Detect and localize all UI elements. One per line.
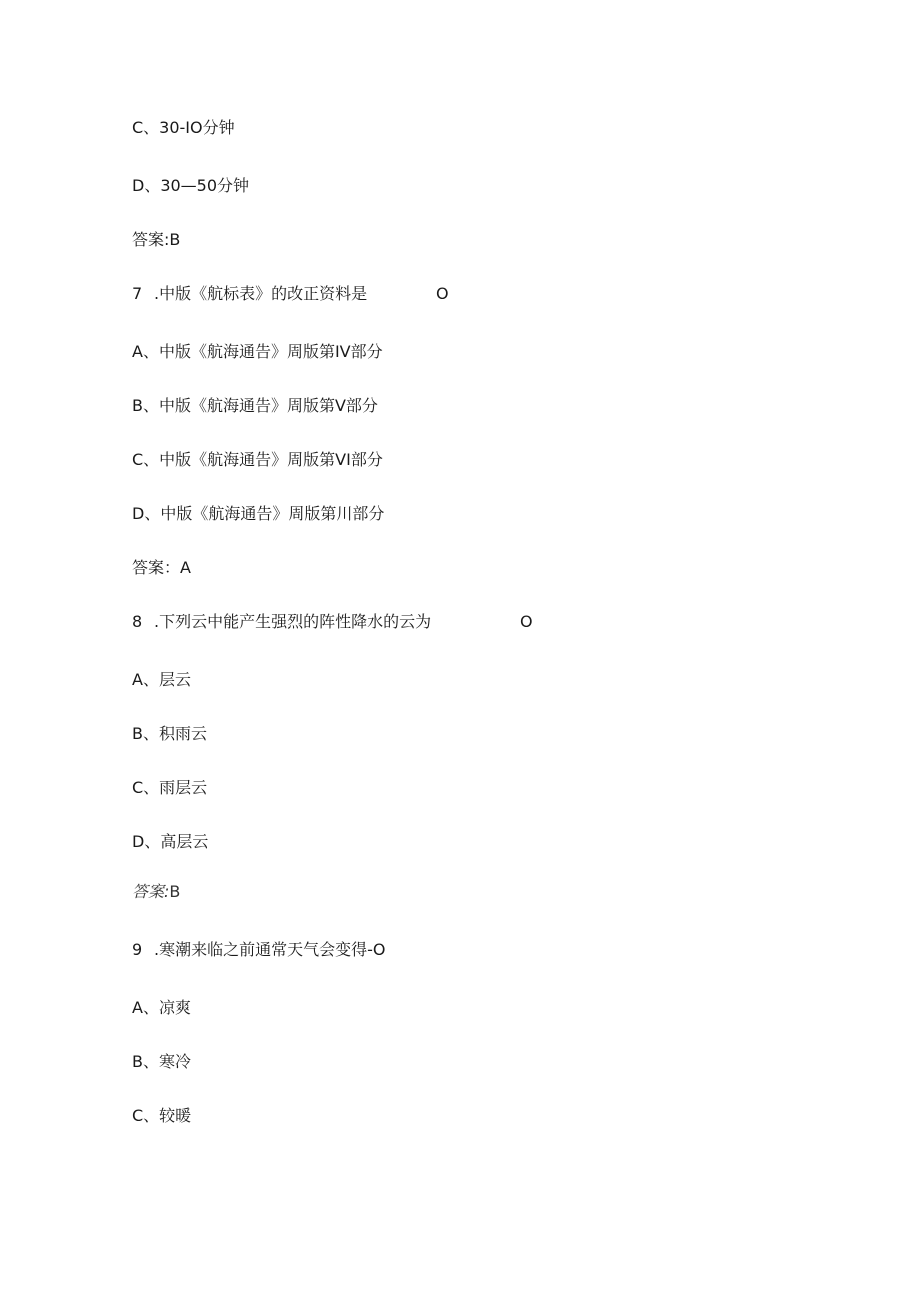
- q7-stem: [132, 284, 367, 304]
- q6-answer: 答案:B: [132, 230, 181, 249]
- q8-option-c: C、雨层云: [132, 778, 208, 797]
- q6-option-d: D、30—50分钟: [132, 176, 250, 195]
- q7-stem-text: .中版《航标表》的改正资料是: [154, 284, 368, 303]
- q8-answer: [132, 882, 180, 902]
- q8-blank-marker: O: [520, 612, 533, 631]
- q8-option-b: B、积雨云: [132, 724, 207, 743]
- q7-option-b: B、中版《航海通告》周版第V部分: [132, 396, 378, 415]
- q7-blank-marker: O: [436, 284, 449, 303]
- q9-option-a: A、凉爽: [132, 998, 191, 1017]
- q8-answer-label: 答案:: [132, 882, 170, 901]
- q7-answer: 答案：A: [132, 558, 191, 577]
- q8-option-d: D、高层云: [132, 832, 209, 851]
- q6-option-c: C、30-IO分钟: [132, 118, 235, 137]
- q7-number: 7: [132, 284, 143, 303]
- q8-answer-letter: B: [169, 882, 181, 901]
- q9-option-b: B、寒冷: [132, 1052, 191, 1071]
- q7-option-a: A、中版《航海通告》周版第IV部分: [132, 342, 383, 361]
- q8-option-a: A、层云: [132, 670, 191, 689]
- q8-stem-text: .下列云中能产生强烈的阵性降水的云为: [154, 612, 432, 631]
- q7-option-c: C、中版《航海通告》周版第VI部分: [132, 450, 383, 469]
- q8-stem: [132, 612, 431, 632]
- q7-option-d: D、中版《航海通告》周版第川部分: [132, 504, 385, 523]
- q9-option-c: C、较暖: [132, 1106, 192, 1125]
- q9-stem-text: .寒潮来临之前通常天气会变得-O: [154, 940, 386, 959]
- q9-number: 9: [132, 940, 143, 959]
- q8-number: 8: [132, 612, 143, 631]
- q9-stem: [132, 940, 385, 960]
